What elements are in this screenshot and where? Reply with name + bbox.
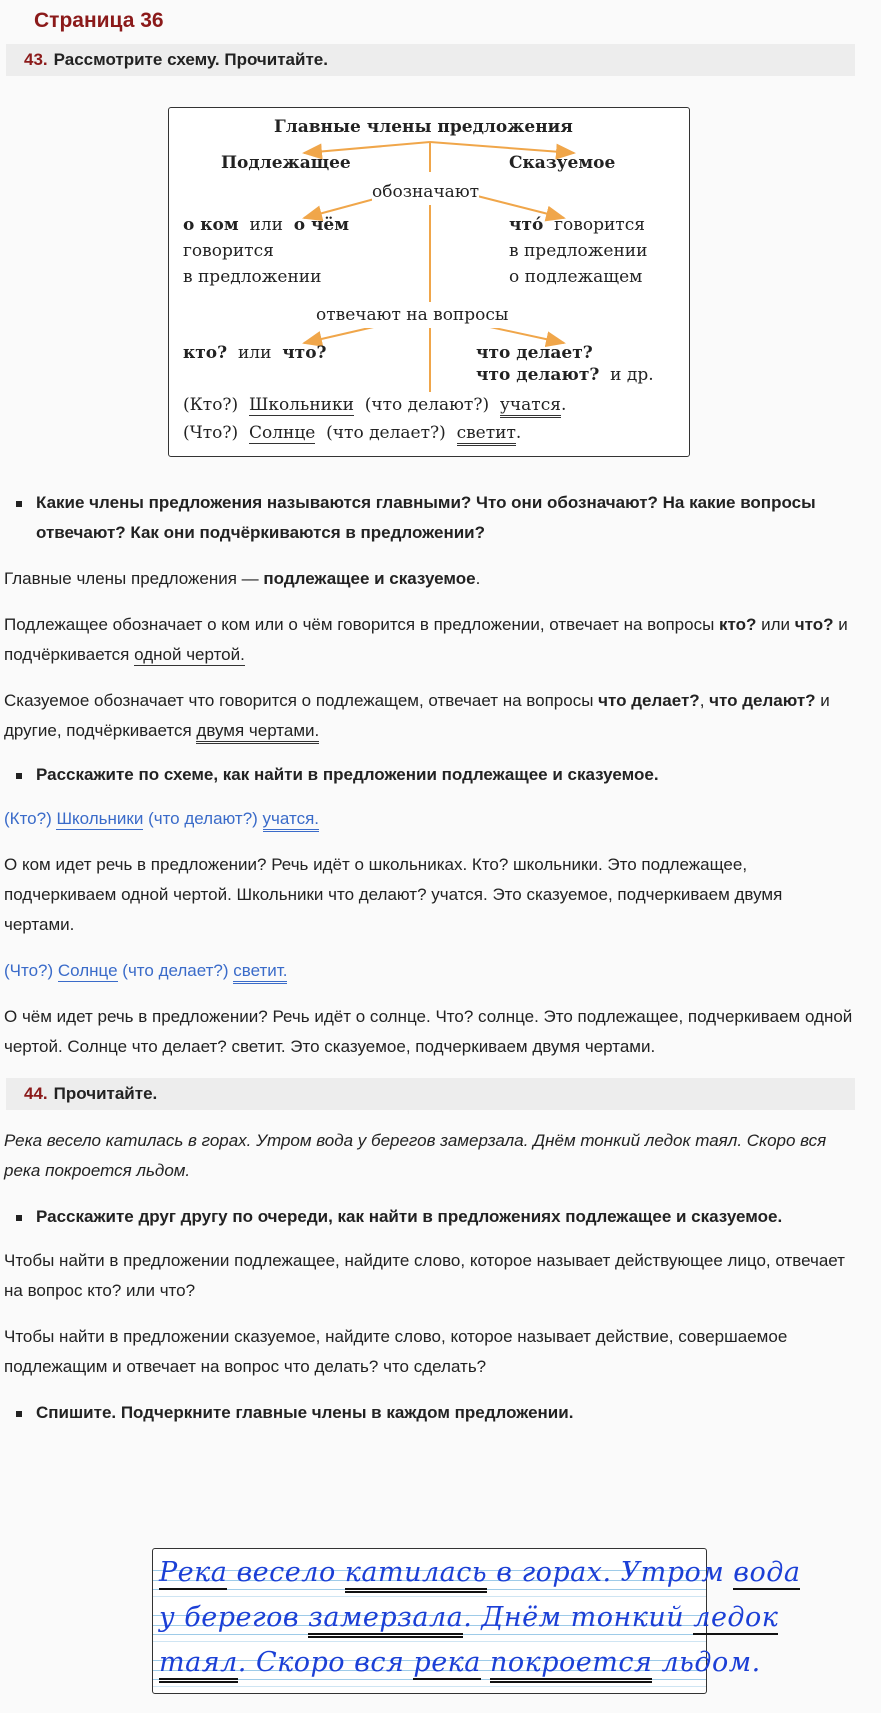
example-2-blue: (Что?) Солнце (что делает?) светит. xyxy=(4,956,855,986)
task-44-answer-1: Чтобы найти в предложении подлежащее, найдите слово, которое называет действующее лицо, отвечает на вопрос кто? или что? xyxy=(4,1251,845,1300)
scheme-example-2: (Что?) Солнце (что делает?) светит. xyxy=(183,420,521,446)
question-2: Расскажите по схеме, как найти в предложении подлежащее и сказуемое. xyxy=(4,760,855,790)
answer-main-members: Главные члены предложения — подлежащее и сказуемое. xyxy=(4,569,481,588)
scheme-subject-label: Подлежащее xyxy=(221,153,351,173)
scheme-predicate-meaning-1: что́ говорится xyxy=(509,215,645,235)
scheme-example-1: (Кто?) Школьники (что делают?) учатся. xyxy=(183,392,566,418)
handwriting-line-3: таял. Скоро вся река покроется льдом. xyxy=(159,1647,761,1678)
task-44-text: Река весело катилась в горах. Утром вода у берегов замерзала. Днём тонкий ледок таял. Скоро вся река покроется льдом. xyxy=(4,1131,827,1180)
answer-predicate: Сказуемое обозначает что говорится о подлежащем, отвечает на вопросы что делает?, что делают? и другие, подчёркивается двумя чертами. xyxy=(4,686,855,746)
task-43-number: 43. xyxy=(24,50,48,69)
handwriting-box xyxy=(152,1548,801,1694)
scheme-subject-meaning-1: о ком или о чём xyxy=(183,215,350,235)
scheme-predicate-label: Сказуемое xyxy=(509,153,616,173)
scheme-diagram xyxy=(168,107,690,457)
task-44-question-2: Спишите. Подчеркните главные члены в каждом предложении. xyxy=(4,1398,855,1428)
scheme-answer-label: отвечают на вопросы xyxy=(316,302,508,328)
scheme-predicate-meaning-3: о подлежащем xyxy=(509,267,643,287)
answer-subject: Подлежащее обозначает о ком или о чём говорится в предложении, отвечает на вопросы кто? или что? и подчёркивается одной чертой. xyxy=(4,615,848,664)
scheme-heading: Главные члены предложения xyxy=(274,117,573,137)
scheme-predicate-meaning-2: в предложении xyxy=(509,241,648,261)
explanation-1: О ком идет речь в предложении? Речь идёт о школьниках. Кто? школьники. Это подлежащее, подчеркиваем одной чертой. Школьники что делают? учатся. Это сказуемое, подчеркиваем двумя чертами. xyxy=(4,855,783,934)
task-44-answer-2: Чтобы найти в предложении сказуемое, найдите слово, которое называет действие, совершаемое подлежащим и отвечает на вопрос что делать? что сделать? xyxy=(4,1327,788,1376)
scheme-subject-meaning-3: в предложении xyxy=(183,267,322,287)
handwriting-line-1: Река весело катилась в горах. Утром вода xyxy=(159,1557,800,1588)
page-title: Страница 36 xyxy=(34,9,164,32)
task-43-title: Рассмотрите схему. Прочитайте. xyxy=(53,50,328,69)
scheme-predicate-question-1: что делает? xyxy=(476,343,593,363)
explanation-2: О чём идет речь в предложении? Речь идёт о солнце. Что? солнце. Это подлежащее, подчеркиваем одной чертой. Солнце что делает? светит. Это сказуемое, подчеркиваем двумя чертами. xyxy=(4,1007,853,1056)
scheme-predicate-question-2: что делают? и др. xyxy=(476,365,654,385)
scheme-denote-label: обозначают xyxy=(372,179,479,205)
example-1-blue: (Кто?) Школьники (что делают?) учатся. xyxy=(4,804,855,834)
task-44-header xyxy=(6,1078,855,1110)
task-44-question-1: Расскажите друг другу по очереди, как найти в предложениях подлежащее и сказуемое. xyxy=(4,1202,855,1232)
question-1: Какие члены предложения называются главными? Что они обозначают? На какие вопросы отвечают? Как они подчёркиваются в предложении? xyxy=(4,488,855,548)
task-44-number: 44. xyxy=(24,1084,48,1103)
handwriting-line-2: у берегов замерзала. Днём тонкий ледок xyxy=(159,1602,778,1633)
task-43-header xyxy=(6,44,855,76)
task-44-title: Прочитайте. xyxy=(53,1084,158,1103)
scheme-subject-questions: кто? или что? xyxy=(183,343,327,363)
scheme-subject-meaning-2: говорится xyxy=(183,241,274,261)
